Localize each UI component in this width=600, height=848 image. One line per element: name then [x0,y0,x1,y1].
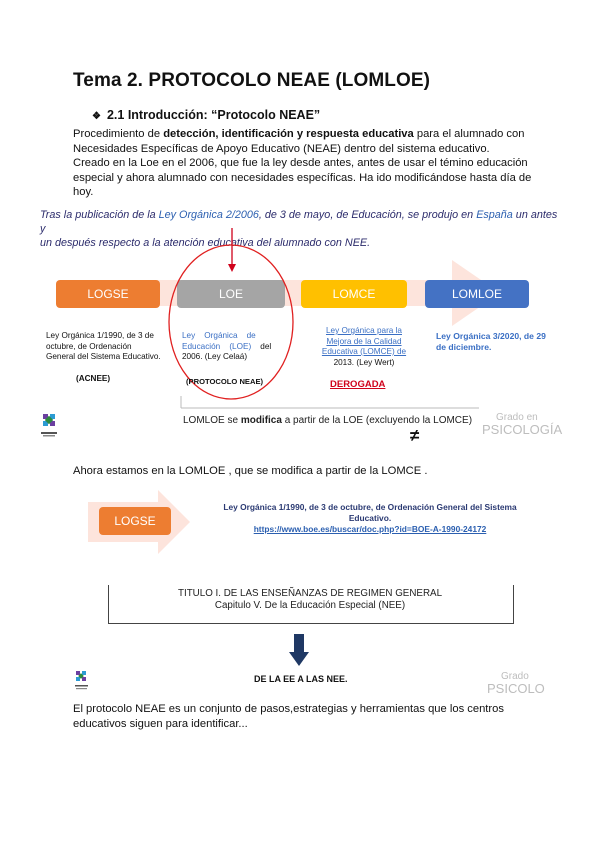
titulo-line: TITULO I. DE LAS ENSEÑANZAS DE REGIMEN GENERAL [177,588,443,599]
law-line: del [260,341,272,351]
watermark-bottom: PSICOLO [487,681,545,696]
page-title: Tema 2. PROTOCOLO NEAE (LOMLOE) [73,70,431,91]
logse-law-text [46,331,166,363]
lomce-law-text [314,326,414,368]
not-equal-icon: ≠ [410,426,420,445]
note-bold-text: modifica [240,415,282,426]
de-la-ee-heading: DE LA EE A LAS NEE. [254,674,348,684]
watermark-bottom: PSICOLOGÍA [482,422,563,437]
law-line: Educativa (LOMCE) de [321,347,407,356]
paragraph-line: educativos siguen para identificar... [73,717,248,730]
watermark-top: Grado [501,671,529,682]
law-line: Ley Orgánica de [182,331,256,340]
intro-text: para el alumnado con [413,128,525,140]
loe-tag: (PROTOCOLO NEAE) [186,377,264,386]
logse-pill: LOGSE [99,507,171,535]
lomloe-note [183,415,472,426]
intro-line: hoy. [73,186,94,199]
reference-line: Ley Orgánica 1/1990, de 3 de octubre, de Ordenación General del Sistema [223,502,517,512]
reference-line: Educativo. [348,513,392,523]
intro-text: Procedimiento de [73,128,164,140]
law-line: de diciembre. [436,342,492,352]
intro-line: especial y ahora alumnado con necesidades específicas. Ha ido modificándose hasta día de [73,171,532,184]
caption-link[interactable]: Ley Orgánica 2/2006 [158,209,259,221]
timeline-pill-lomce: LOMCE [301,280,407,308]
timeline-pill-logse: LOGSE [56,280,160,308]
law-line: Ley Orgánica 1/1990, de 3 de [46,331,154,340]
university-logo-icon [73,669,95,695]
derogada-tag: DEROGADA [330,379,386,390]
law-line: Ley Orgánica 3/2020, de 29 [436,331,546,341]
paragraph-line: El protocolo NEAE es un conjunto de pasos,estrategias y herramientas que los centros [73,703,504,715]
loe-law-text [182,331,290,363]
law-line: General del Sistema Educativo. [46,352,161,361]
intro-line: Creado en la Loe en el 2006, que fue la ley desde antes, antes de usar el témino educación [73,157,528,170]
intro-paragraph [73,127,533,200]
note-text: a partir de la LOE (excluyendo la LOMCE) [281,415,473,426]
diamond-bullet-icon: ❖ [92,111,101,122]
note-text: LOMLOE se [183,415,241,426]
titulo-text [108,588,512,612]
figure-caption [40,208,560,250]
law-line: Ley Orgánica para la [325,326,402,335]
subheading-text: 2.1 Introducción: “Protocolo NEAE” [106,108,321,122]
current-law-paragraph: Ahora estamos en la LOMLOE , que se modifica a partir de la LOMCE . [73,465,428,477]
protocol-paragraph [73,702,533,731]
psicologia-watermark [487,671,545,695]
caption-text: , de 3 de mayo, de Educación, se produjo en [258,209,477,221]
law-line: 2006. (Ley Celaá) [182,352,248,361]
university-logo-icon [38,412,60,438]
watermark-top: Grado en [496,412,538,423]
lomloe-law-text [436,331,566,353]
psicologia-watermark [482,412,562,436]
caption-text: Tras la publicación de la [40,209,159,221]
intro-bold-text: detección, identificación y respuesta educativa [163,128,414,140]
timeline-pill-lomloe: LOMLOE [425,280,529,308]
caption-text: un antes y [40,209,558,235]
law-line: octubre, de Ordenación [46,341,132,351]
bracket-line-icon [180,396,480,410]
law-line: Mejora de la Calidad [326,336,402,346]
down-arrow-icon [289,634,309,666]
titulo-line: Capitulo V. De la Educación Especial (NEE) [214,600,406,611]
section-subheading [92,108,320,122]
intro-line: Necesidades Específicas de Apoyo Educativo (NEAE) dentro del sistema educativo. [73,142,490,155]
logse-tag: (ACNEE) [76,374,111,383]
caption-line: un después respecto a la atención educativa del alumnado con NEE. [40,237,371,249]
timeline-pill-loe: LOE [177,280,285,308]
law-line: 2013. (Ley Wert) [333,357,395,367]
boe-link[interactable]: https://www.boe.es/buscar/doc.php?id=BOE-A-1990-24172 [253,524,487,534]
law-line: Educación (LOE) [182,341,252,351]
logse-law-reference [210,502,530,535]
caption-link[interactable]: España [476,209,513,221]
